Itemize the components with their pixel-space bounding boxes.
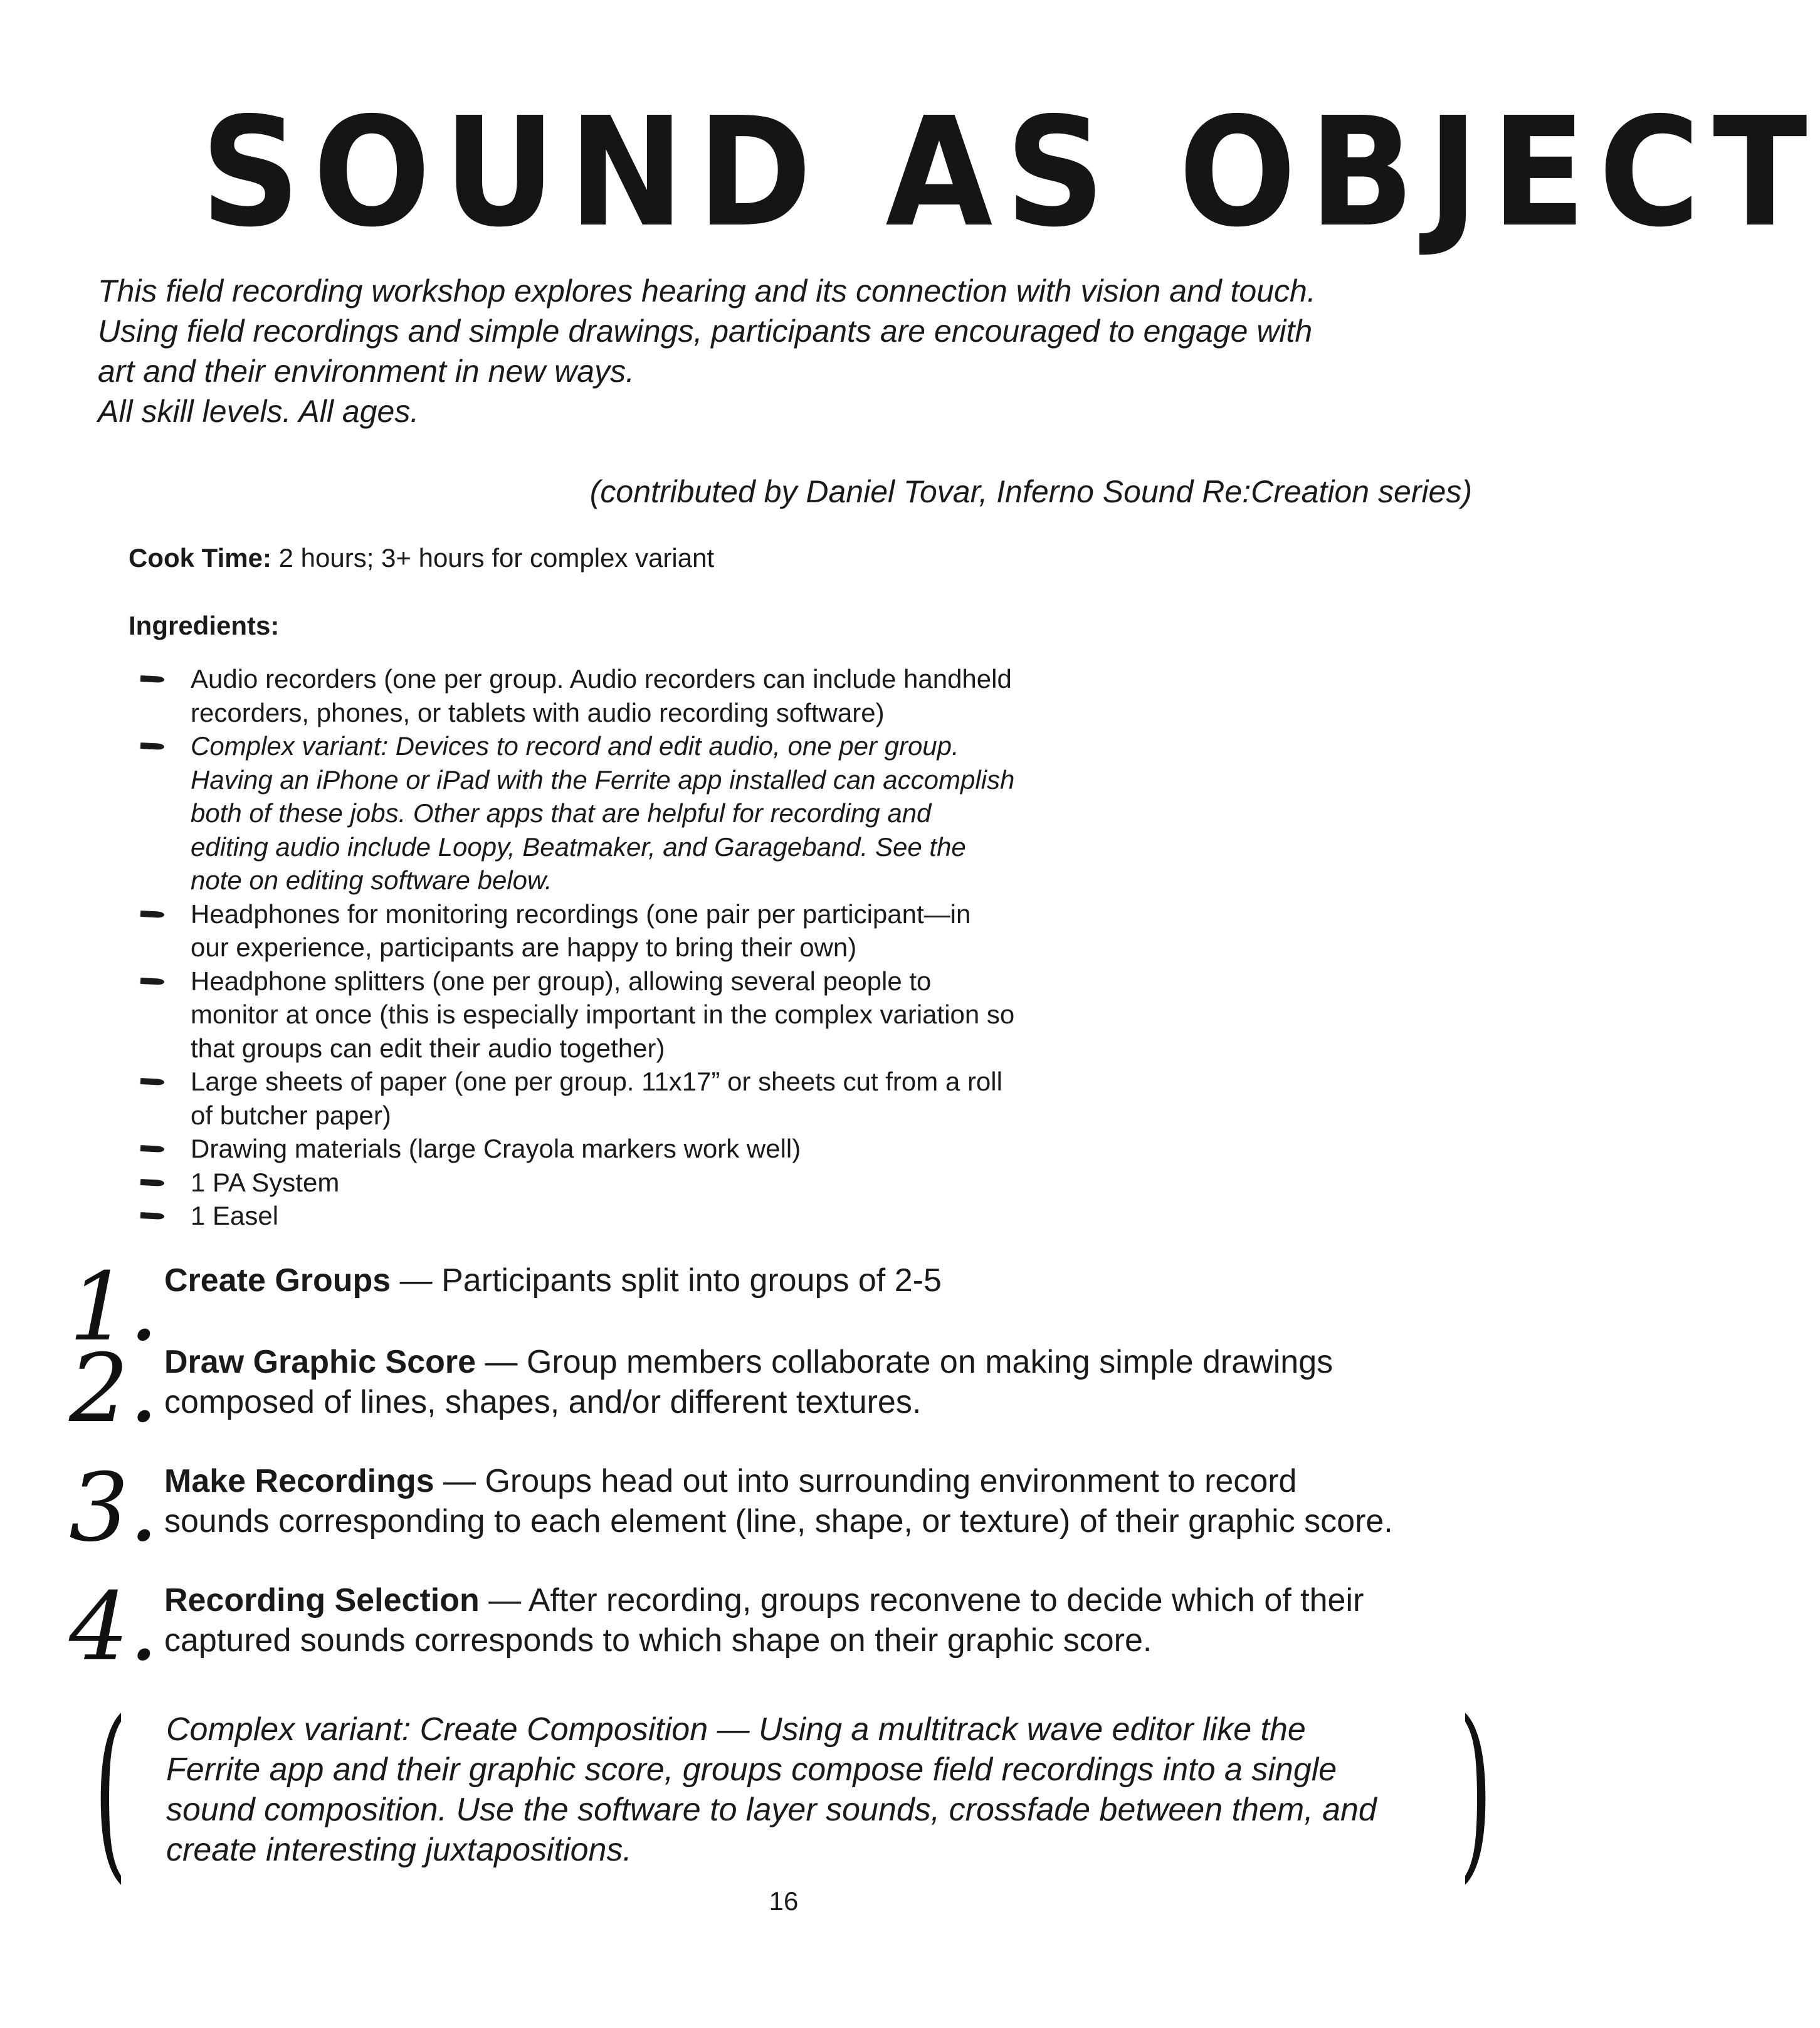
ingredient-item [138,662,1141,729]
ingredient-line: our experience, participants are happy to bring their own) [191,932,857,962]
step-heading: Draw Graphic Score [164,1344,476,1380]
step-text: — Groups head out into surrounding environment to record [434,1463,1297,1499]
ingredient-item [138,1166,1141,1200]
dash-bullet-icon [140,742,164,750]
dash-bullet-icon [140,911,164,918]
ingredient-line: Drawing materials (large Crayola markers work well) [191,1134,801,1163]
step-number: 4. [69,1573,159,1682]
ingredient-item [138,1065,1141,1132]
page-number: 16 [769,1886,799,1916]
dash-bullet-icon [140,1078,164,1085]
variant-line: sound composition. Use the software to layer sounds, crossfade between them, and [166,1792,1377,1828]
ingredient-item [138,964,1141,1065]
ingredient-line: that groups can edit their audio together) [191,1033,665,1063]
ingredient-line: Large sheets of paper (one per group. 11x17” or sheets cut from a roll [191,1067,1002,1096]
dash-bullet-icon [140,675,164,683]
intro-line: Using field recordings and simple drawings, participants are encouraged to engage with [98,314,1313,349]
step-body [164,1580,1512,1661]
variant-line: Ferrite app and their graphic score, groups compose field recordings into a single [166,1751,1337,1788]
ingredient-line: Headphones for monitoring recordings (one pair per participant—in [191,899,971,929]
intro-line: All skill levels. All ages. [98,394,419,429]
intro-line: art and their environment in new ways. [98,354,634,389]
step-text: captured sounds corresponds to which shape on their graphic score. [164,1622,1152,1659]
complex-variant-note [94,1681,1492,1900]
variant-line: Complex variant: Create Composition — Using a multitrack wave editor like the [166,1711,1306,1748]
step-text: sounds corresponding to each element (line, shape, or texture) of their graphic score. [164,1503,1393,1539]
ingredient-item [138,1199,1141,1233]
step-number: 3. [69,1454,159,1563]
step-text: — Group members collaborate on making simple drawings [476,1344,1333,1380]
dash-bullet-icon [140,1212,164,1220]
ingredient-line: editing audio include Loopy, Beatmaker, and Garageband. See the [191,832,966,862]
step-body [164,1260,1512,1301]
step-number: 2. [69,1334,159,1444]
dash-bullet-icon [140,1179,164,1186]
ingredient-line: monitor at once (this is especially important in the complex variation so [191,1000,1015,1029]
step-heading: Create Groups [164,1262,391,1299]
step-text: composed of lines, shapes, and/or different textures. [164,1384,922,1420]
ingredient-line: 1 Easel [191,1201,279,1230]
ingredient-line: Headphone splitters (one per group), allowing several people to [191,966,932,996]
ingredient-item [138,1132,1141,1166]
ingredients-label: Ingredients: [129,611,280,640]
ingredients-list [138,662,1141,1233]
intro-line: This field recording workshop explores hearing and its connection with vision and touch. [98,273,1316,309]
dash-bullet-icon [140,1145,164,1153]
right-paren-icon: ) [1459,1681,1492,1900]
ingredient-line: both of these jobs. Other apps that are helpful for recording and [191,798,932,828]
ingredient-line: Audio recorders (one per group. Audio recorders can include handheld [191,664,1012,694]
step-number: 1. [69,1253,159,1362]
complex-variant-text [166,1709,1433,1870]
step-heading: Make Recordings [164,1463,434,1499]
ingredient-item [138,729,1141,897]
ingredient-line: recorders, phones, or tablets with audio recording software) [191,697,885,727]
intro-paragraph [98,271,1502,431]
step-text: — After recording, groups reconvene to decide which of their [479,1582,1364,1619]
ingredient-line: of butcher paper) [191,1100,391,1130]
ingredient-line: 1 PA System [191,1167,340,1197]
ingredient-item [138,897,1141,964]
cook-time-label: Cook Time: [129,543,271,573]
variant-line: create interesting juxtapositions. [166,1832,632,1868]
credit-line: (contributed by Daniel Tovar, Inferno Sound Re:Creation series) [589,474,1472,509]
ingredient-line: note on editing software below. [191,865,552,895]
step-body [164,1461,1512,1541]
left-paren-icon: ( [94,1681,127,1900]
step-text: — Participants split into groups of 2-5 [391,1262,942,1299]
cook-time [129,541,714,576]
ingredient-line: Complex variant: Devices to record and edit audio, one per group. [191,731,959,761]
dash-bullet-icon [140,978,164,985]
step-body [164,1342,1512,1422]
page-title: SOUND AS OBJECT [201,85,1820,260]
step-heading: Recording Selection [164,1582,480,1619]
cook-time-value: 2 hours; 3+ hours for complex variant [278,543,715,573]
ingredient-line: Having an iPhone or iPad with the Ferrite app installed can accomplish [191,764,1015,795]
